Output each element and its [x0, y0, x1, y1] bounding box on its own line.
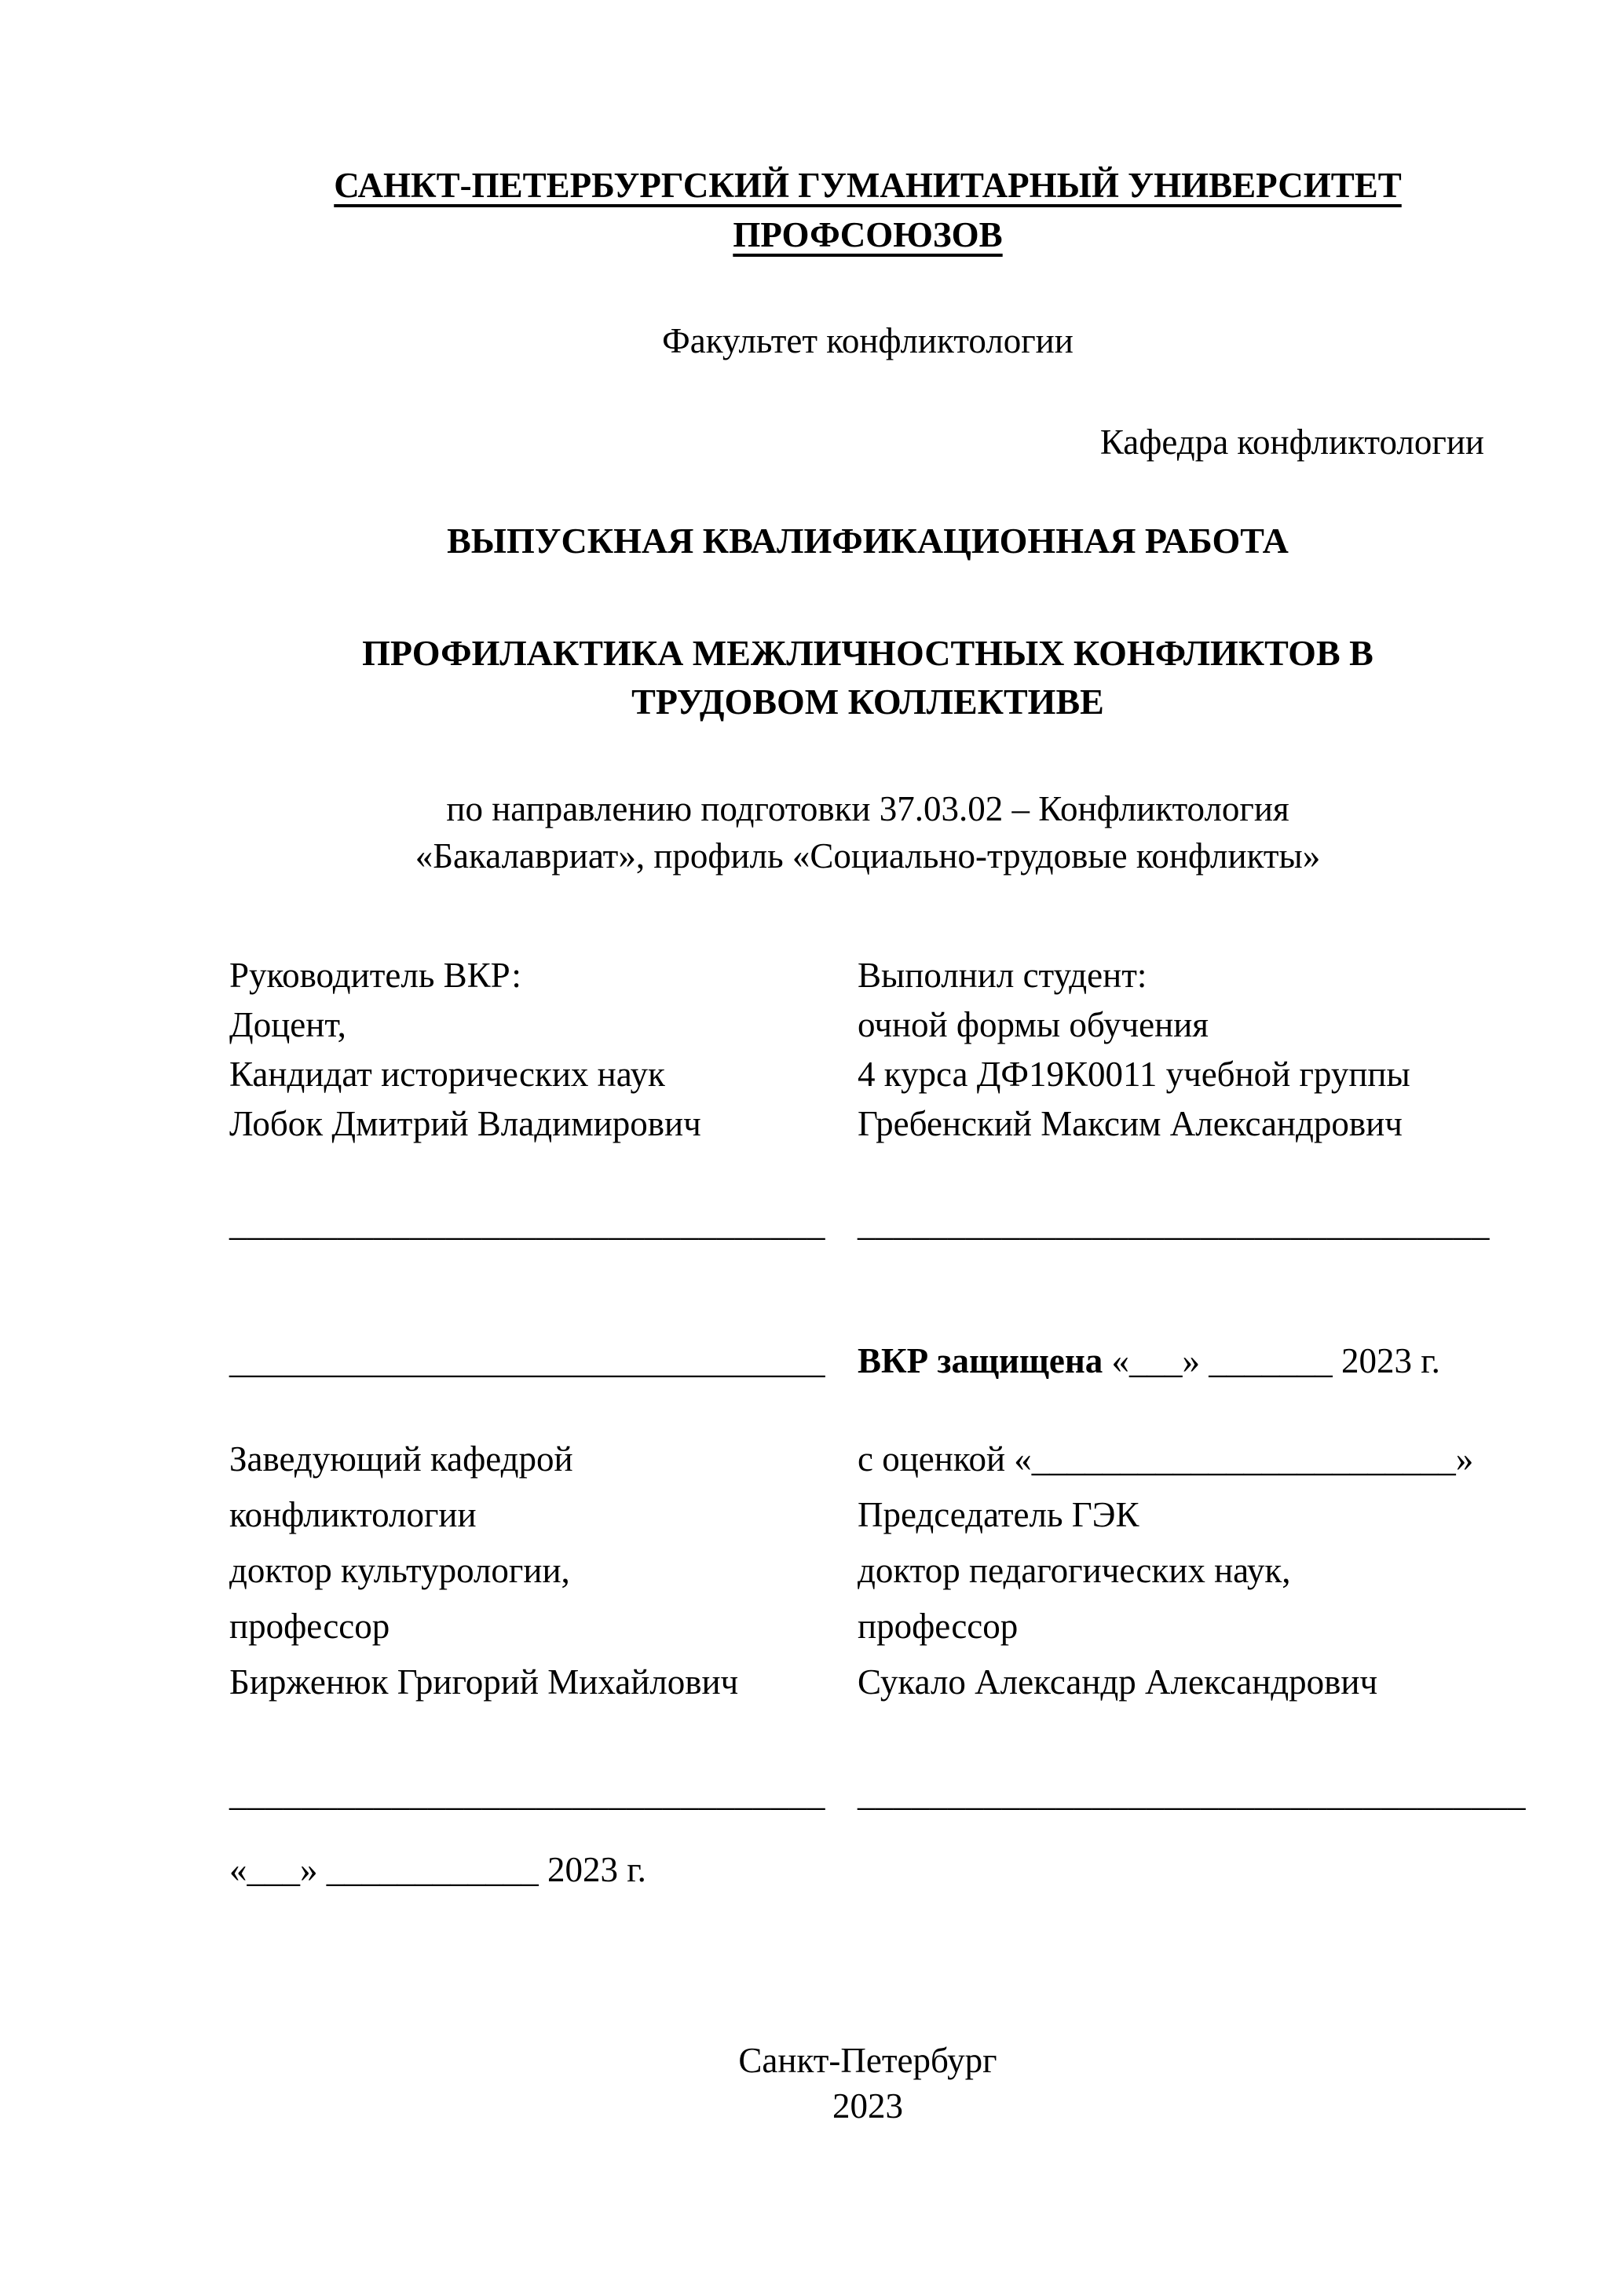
signature-row-1 — [229, 1199, 1506, 1249]
gek-bottom-signature-line: _____________________________________ — [858, 1773, 1526, 1813]
footer-block — [229, 2038, 1506, 2130]
gek-chair-degree: доктор педагогических наук, — [858, 1551, 1291, 1591]
head-name: Бирженюк Григорий Михайлович — [229, 1662, 739, 1702]
thesis-title-line2: ТРУДОВОМ КОЛЛЕКТИВЕ — [631, 682, 1104, 722]
head-degree: доктор культурологии, — [229, 1551, 570, 1591]
gek-chair-rank: профессор — [858, 1607, 1019, 1647]
city-name: Санкт-Петербург — [738, 2040, 997, 2080]
head-signature-line: _________________________________ — [229, 1341, 825, 1381]
head-title-line1: Заведующий кафедрой — [229, 1439, 573, 1479]
supervisor-position: Доцент, — [229, 1005, 346, 1045]
head-bottom-signature-line: _________________________________ — [229, 1773, 825, 1813]
head-rank: профессор — [229, 1607, 390, 1647]
defense-date-blank: «___» _______ 2023 г. — [1103, 1341, 1440, 1381]
program-direction: по направлению подготовки 37.03.02 – Конфликтология — [446, 788, 1289, 828]
date-row — [229, 1845, 1506, 1895]
work-type-heading: ВЫПУСКНАЯ КВАЛИФИКАЦИОННАЯ РАБОТА — [447, 521, 1289, 561]
supervisor-block — [229, 951, 858, 1149]
student-group: 4 курса ДФ19К0011 учебной группы — [858, 1055, 1410, 1095]
head-date-blank: «___» ____________ 2023 г. — [229, 1849, 646, 1889]
year: 2023 — [832, 2086, 903, 2126]
gek-chair-name: Сукало Александр Александрович — [858, 1662, 1378, 1702]
head-title-line2: конфликтологии — [229, 1495, 477, 1535]
student-name: Гребенский Максим Александрович — [858, 1104, 1403, 1144]
gek-chair-label: Председатель ГЭК — [858, 1495, 1139, 1535]
thesis-title — [229, 629, 1506, 726]
student-study-form: очной формы обучения — [858, 1005, 1209, 1045]
gek-block — [858, 1431, 1506, 1710]
signature-row-3 — [229, 1769, 1526, 1819]
faculty-name: Факультет конфликтологии — [662, 321, 1074, 360]
head-of-department-block — [229, 1431, 858, 1710]
grade-blank-line: с оценкой «________________________» — [858, 1439, 1474, 1479]
supervisor-name: Лобок Дмитрий Владимирович — [229, 1104, 701, 1144]
defense-date-label: ВКР защищена — [858, 1341, 1103, 1381]
supervisor-label: Руководитель ВКР: — [229, 956, 521, 996]
signature-row-2 — [229, 1336, 1506, 1386]
program-profile: «Бакалавриат», профиль «Социально-трудовые конфликты» — [415, 836, 1321, 876]
university-name: САНКТ-ПЕТЕРБУРГСКИЙ ГУМАНИТАРНЫЙ УНИВЕРСИТЕТ ПРОФСОЮЗОВ — [334, 166, 1402, 254]
defense-date-line — [858, 1336, 1506, 1386]
thesis-title-line1: ПРОФИЛАКТИКА МЕЖЛИЧНОСТНЫХ КОНФЛИКТОВ В — [362, 633, 1373, 674]
supervisor-signature-line: _________________________________ — [229, 1204, 825, 1244]
student-signature-line: ___________________________________ — [858, 1204, 1490, 1244]
supervisor-student-block — [229, 951, 1506, 1149]
supervisor-degree: Кандидат исторических наук — [229, 1055, 665, 1095]
student-label: Выполнил студент: — [858, 956, 1147, 996]
head-and-gek-block — [229, 1431, 1506, 1710]
student-block — [858, 951, 1506, 1149]
department-name: Кафедра конфликтологии — [1099, 422, 1484, 462]
program-info — [229, 785, 1506, 881]
